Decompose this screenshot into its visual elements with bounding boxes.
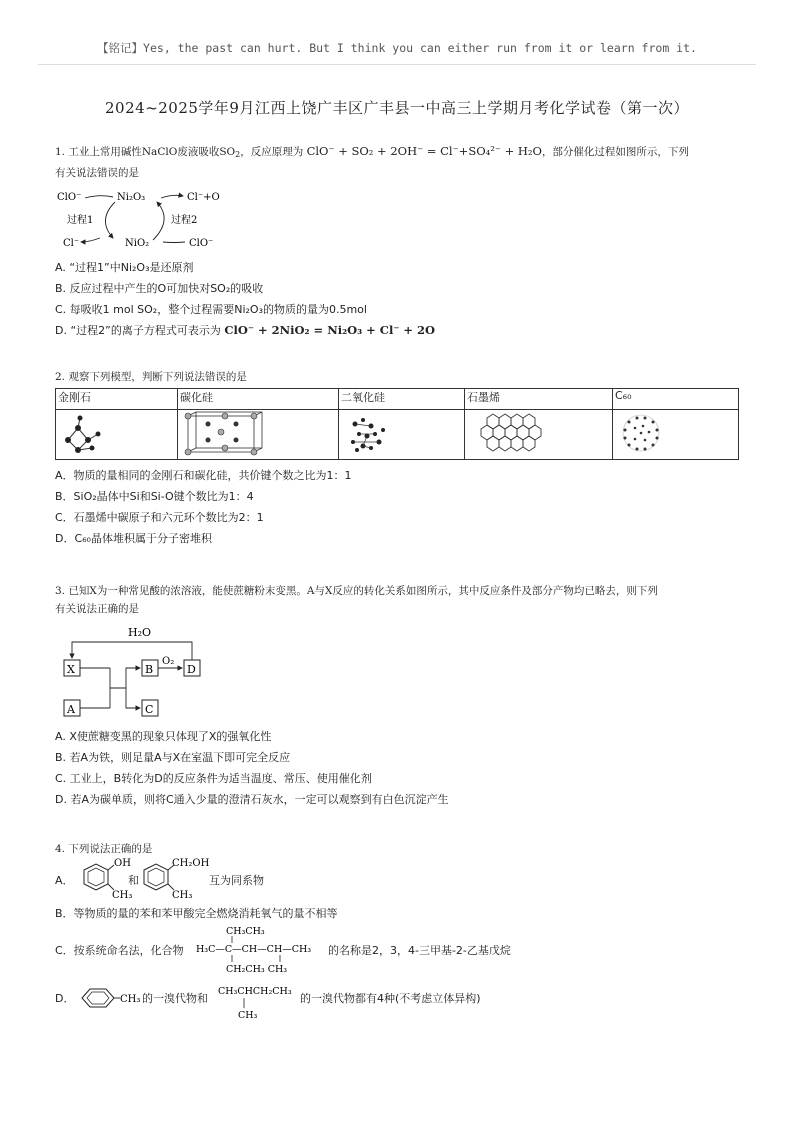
alkane-top: CH₃CH₃ xyxy=(226,926,265,937)
q2-option-d[interactable]: D．C₆₀晶体堆积属于分子密堆积 xyxy=(55,532,212,545)
q3-stem: 3. 已知X为一种常见酸的浓溶液，能使蔗糖粉末变黑。A与X反应的转化关系如图所示，其中反应条件及部分产物均已略去，则下列 xyxy=(55,585,658,597)
diag-b: B xyxy=(145,663,154,676)
q1-option-d[interactable]: D. “过程2”的离子方程式可表示为 ClO⁻ + 2NiO₂ = Ni₂O₃ + Cl⁻ + 2O xyxy=(55,323,436,337)
q4-option-a-and: 和 xyxy=(128,874,139,887)
diag-o2: O₂ xyxy=(162,656,175,667)
q1-stem: 1. 工业上常用碱性NaClO废液吸收$SO_2$，反应原理为 ClO⁻ + SO₂ + 2OH⁻ = Cl⁻+SO₄²⁻ + H₂O，部分催化过程如图所示，下列 xyxy=(55,144,689,159)
q3-option-a[interactable]: A. X使蔗糖变黑的现象只体现了X的强氧化性 xyxy=(55,730,272,743)
diag-d: D xyxy=(187,663,196,676)
c60-model-image xyxy=(613,410,739,460)
methylbenzyl-alcohol-structure xyxy=(138,856,210,902)
q4-option-c-prefix[interactable]: C．按系统命名法，化合物 xyxy=(55,944,184,957)
methylbenzyl-ch3: CH₃ xyxy=(172,890,193,901)
methylbutane-structure xyxy=(218,980,300,1020)
q2-header-sic: 碳化硅 xyxy=(178,389,339,410)
q4-option-b[interactable]: B．等物质的量的苯和苯甲酸完全燃烧消耗氧气的量不相等 xyxy=(55,907,338,920)
q4-option-d-mid: 的一溴代物和 xyxy=(142,992,208,1005)
q4-option-d-suffix: 的一溴代物都有4种(不考虑立体异构) xyxy=(300,992,481,1005)
q1-option-b[interactable]: B. 反应过程中产生的O可加快对SO₂的吸收 xyxy=(55,282,264,295)
diag-a: A xyxy=(67,703,75,716)
branched-alkane-structure xyxy=(196,924,328,978)
diag-proc2: 过程2 xyxy=(171,215,198,226)
q1-option-c[interactable]: C. 每吸收1 mol SO₂，整个过程需要Ni₂O₃的物质的量为0.5mol xyxy=(55,303,367,316)
q2-option-b[interactable]: B．SiO₂晶体中Si和Si-O键个数比为1：4 xyxy=(55,490,254,503)
q2-header-sio2: 二氧化硅 xyxy=(339,389,465,410)
q4-option-a-suffix: 互为同系物 xyxy=(209,874,264,887)
q3-option-b[interactable]: B. 若A为铁，则足量A与X在室温下即可完全反应 xyxy=(55,751,291,764)
alkane-main: H₃C—C—CH—CH—CH₃ xyxy=(196,944,312,955)
toluene-ch3: CH₃ xyxy=(120,994,141,1005)
q2-stem: 2. 观察下列模型，判断下列说法错误的是 xyxy=(55,371,247,383)
q2-header-c60: C₆₀ xyxy=(613,389,739,410)
q4-option-d-prefix[interactable]: D． xyxy=(55,992,75,1005)
page-motto: 【铭记】Yes, the past can hurt. But I think you can either run from it or learn from it. xyxy=(97,41,697,55)
diamond-model-image xyxy=(56,410,178,460)
diag-c: C xyxy=(145,703,154,716)
diag-clo-bottom: ClO⁻ xyxy=(189,238,214,249)
q3-option-c[interactable]: C. 工业上，B转化为D的反应条件为适当温度、常压、使用催化剂 xyxy=(55,772,372,785)
graphene-model-image xyxy=(465,410,613,460)
diag-nio2: NiO₂ xyxy=(125,238,150,249)
q2-header-graphene: 石墨烯 xyxy=(465,389,613,410)
q4-option-a-prefix[interactable]: A． xyxy=(55,874,74,887)
o-cresol-structure xyxy=(70,856,133,902)
diag-clo-top: ClO⁻ xyxy=(57,192,82,203)
diag-ni2o3: Ni₂O₃ xyxy=(117,192,146,203)
q1-catalysis-diagram xyxy=(55,188,225,252)
q3-option-d[interactable]: D. 若A为碳单质，则将C通入少量的澄清石灰水，一定可以观察到有白色沉淀产生 xyxy=(55,793,449,806)
alkane-bottom: CH₂CH₃ CH₃ xyxy=(226,964,288,975)
o-cresol-ch3: CH₃ xyxy=(112,890,133,901)
q2-model-table xyxy=(55,388,739,460)
q3-options xyxy=(55,726,449,810)
toluene-structure xyxy=(78,986,142,1012)
diag-proc1: 过程1 xyxy=(67,215,94,226)
diag-h2o: H₂O xyxy=(128,626,152,639)
q2-option-c[interactable]: C．石墨烯中碳原子和六元环个数比为2：1 xyxy=(55,511,264,524)
sic-model-image xyxy=(178,410,339,460)
q1-option-a[interactable]: A. “过程1”中Ni₂O₃是还原剂 xyxy=(55,261,194,274)
question-1 xyxy=(55,142,745,182)
diag-x: X xyxy=(67,663,75,676)
methylbutane-top: CH₃CHCH₂CH₃ xyxy=(218,986,292,997)
page-title: 2024~2025学年9月江西上饶广丰区广丰县一中高三上学期月考化学试卷（第一次） xyxy=(105,99,689,117)
q3-stem-line2: 有关说法正确的是 xyxy=(55,603,139,615)
diag-cl-o: Cl⁻+O xyxy=(187,192,220,203)
q4-stem: 4. 下列说法正确的是 xyxy=(55,843,153,855)
question-3 xyxy=(55,582,745,618)
q1-option-d-equation: ClO⁻ + 2NiO₂ = Ni₂O₃ + Cl⁻ + 2O xyxy=(224,323,436,337)
q4-option-c-suffix: 的名称是2，3，4-三甲基-2-乙基戊烷 xyxy=(328,944,511,957)
q1-stem-line2: 有关说法错误的是 xyxy=(55,167,139,179)
q1-options xyxy=(55,257,435,341)
sio2-model-image xyxy=(339,410,465,460)
diag-cl-bottom: Cl⁻ xyxy=(63,238,80,249)
q1-equation: ClO⁻ + SO₂ + 2OH⁻ = Cl⁻+SO₄²⁻ + H₂O xyxy=(306,144,542,158)
methylbenzyl-ch2oh: CH₂OH xyxy=(172,858,210,869)
q2-options xyxy=(55,465,352,549)
o-cresol-oh: OH xyxy=(114,858,131,869)
header-divider xyxy=(38,64,756,65)
q2-header-diamond: 金刚石 xyxy=(56,389,178,410)
q3-conversion-diagram xyxy=(60,624,210,722)
methylbutane-bottom: CH₃ xyxy=(238,1010,258,1021)
question-2 xyxy=(55,368,247,386)
q2-option-a[interactable]: A．物质的量相同的金刚石和碳化硅，共价键个数之比为1：1 xyxy=(55,469,352,482)
